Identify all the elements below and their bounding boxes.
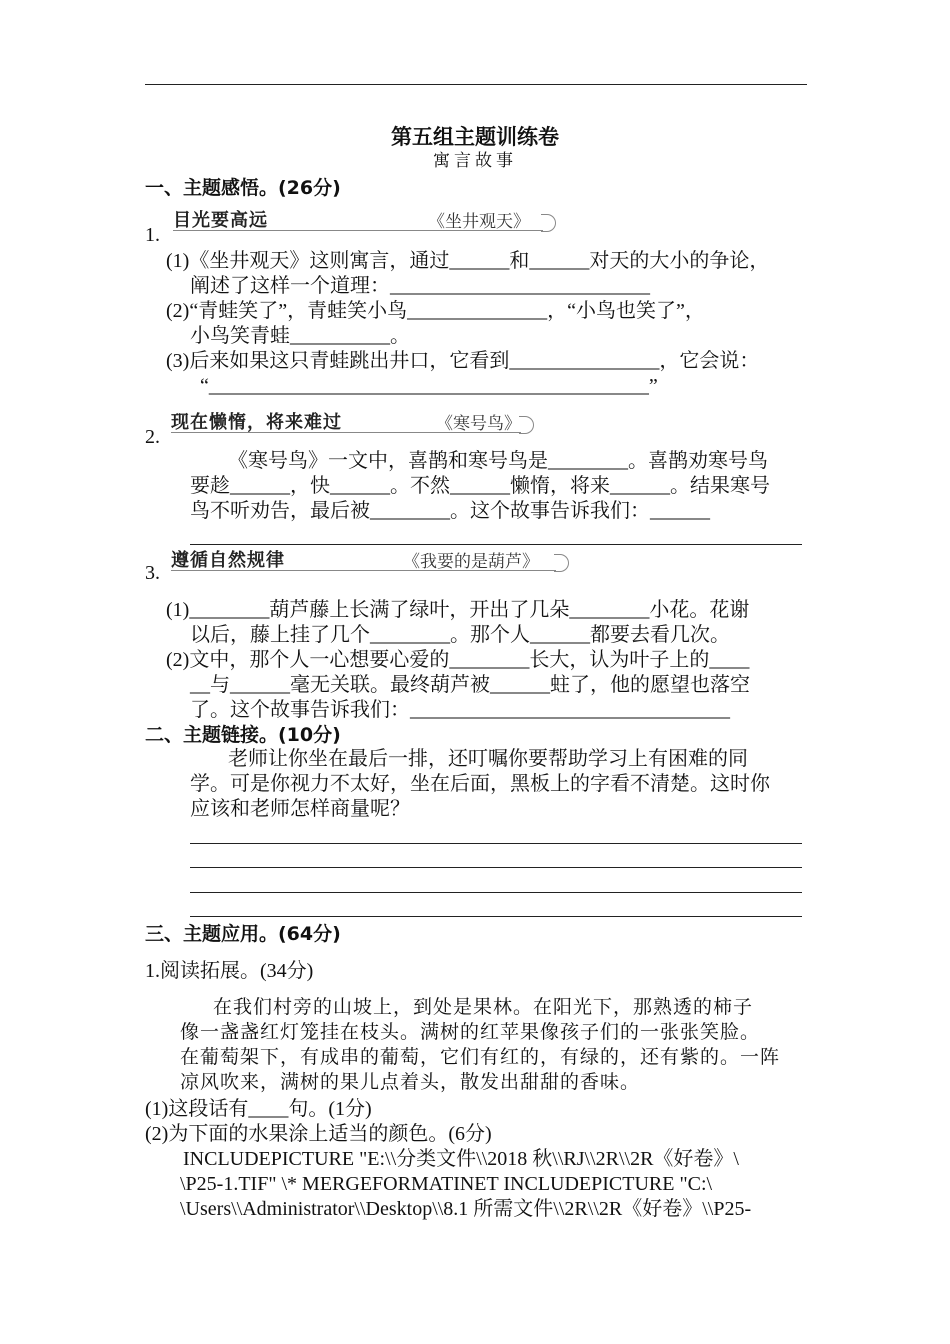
q3-line-2: 以后，藤上挂了几个________。那个人______都要去看几次。: [190, 624, 730, 646]
q1-banner-story: 《坐井观天》: [428, 212, 530, 232]
field-code-line-1: INCLUDEPICTURE "E:\\分类文件\\2018 秋\\RJ\\2R\\2R《好卷》\: [183, 1148, 739, 1170]
q1-line-2: 阐述了这样一个道理：__________________________: [190, 275, 650, 297]
q1-banner-label: 目光要高远: [173, 210, 268, 231]
q3-line-3: (2)文中，那个人一心想要心爱的________长大，认为叶子上的____: [166, 649, 750, 671]
passage-line-2: 像一盏盏红灯笼挂在枝头。满树的红苹果像孩子们的一张张笑脸。: [180, 1021, 761, 1043]
q1-line-4: 小鸟笑青蛙__________。: [190, 325, 410, 347]
section1-heading: 一、主题感悟。(26分): [145, 177, 341, 199]
q1-line-5: (3)后来如果这只青蛙跳出井口，它看到_______________，它会说：: [166, 350, 760, 372]
q2-banner-label: 现在懒惰，将来难过: [171, 412, 342, 433]
q2-line-2: 要趁______，快______。不然______懒惰，将来______。结果寒号: [190, 475, 770, 497]
q1-line-3: (2)“青蛙笑了”，青蛙笑小鸟______________，“小鸟也笑了”，: [166, 300, 705, 322]
section2-heading: 二、主题链接。(10分): [145, 724, 341, 746]
field-code-line-2: \P25-1.TIF" \* MERGEFORMATINET INCLUDEPICTURE "C:\: [180, 1173, 713, 1195]
q3-banner: [171, 548, 591, 578]
top-rule: [145, 84, 807, 85]
page-subtitle: 寓言故事: [433, 151, 517, 171]
section2-line-2: 学。可是你视力不太好，坐在后面，黑板上的字看不清楚。这时你: [190, 773, 770, 795]
q1-number: 1.: [145, 224, 160, 246]
answer-line-4[interactable]: [190, 916, 802, 917]
answer-line-3[interactable]: [190, 892, 802, 893]
field-code-line-3: \Users\\Administrator\\Desktop\\8.1 所需文件\\2R\\2R《好卷》\\P25-: [180, 1198, 752, 1220]
passage-line-3: 在葡萄架下，有成串的葡萄，它们有红的，有绿的，还有紫的。一阵: [180, 1046, 781, 1068]
q2-line-3: 鸟不听劝告，最后被________。这个故事告诉我们：______: [190, 500, 710, 522]
section2-line-3: 应该和老师怎样商量呢？: [190, 798, 410, 820]
sub-question-1: (1)这段话有____句。(1分): [145, 1098, 372, 1120]
q1-line-6: “____________________________________________”: [200, 375, 658, 397]
page-title: 第五组主题训练卷: [391, 125, 559, 149]
q3-banner-story: 《我要的是葫芦》: [403, 552, 539, 572]
q2-line-1: 《寒号鸟》一文中，喜鹊和寒号鸟是________。喜鹊劝寒号鸟: [228, 450, 768, 472]
passage-line-1: 在我们村旁的山坡上，到处是果林。在阳光下，那熟透的柿子: [213, 996, 754, 1018]
answer-line-2[interactable]: [190, 867, 802, 868]
q1-line-1: (1)《坐井观天》这则寓言，通过______和______对天的大小的争论，: [166, 250, 770, 272]
q1-banner: [173, 208, 573, 238]
section2-line-1: 老师让你坐在最后一排，还叮嘱你要帮助学习上有困难的同: [228, 748, 748, 770]
section3-heading: 三、主题应用。(64分): [145, 923, 341, 945]
q3-banner-label: 遵循自然规律: [171, 550, 285, 571]
q3-line-4: __与______毫无关联。最终葫芦被______蛀了，他的愿望也落空: [190, 674, 750, 696]
q2-answer-line[interactable]: [190, 544, 802, 545]
q2-number: 2.: [145, 426, 160, 448]
q3-line-5: 了。这个故事告诉我们：________________________________: [190, 699, 730, 721]
q2-banner: [171, 410, 571, 440]
answer-line-1[interactable]: [190, 843, 802, 844]
q3-line-1: (1)________葫芦藤上长满了绿叶，开出了几朵________小花。花谢: [166, 599, 750, 621]
sub-question-2: (2)为下面的水果涂上适当的颜色。(6分): [145, 1123, 492, 1145]
q3-number: 3.: [145, 562, 160, 584]
q2-banner-story: 《寒号鸟》: [436, 414, 521, 434]
section3-q1-title: 1.阅读拓展。(34分): [145, 960, 314, 982]
passage-line-4: 凉风吹来，满树的果儿点着头，散发出甜甜的香味。: [180, 1071, 641, 1093]
